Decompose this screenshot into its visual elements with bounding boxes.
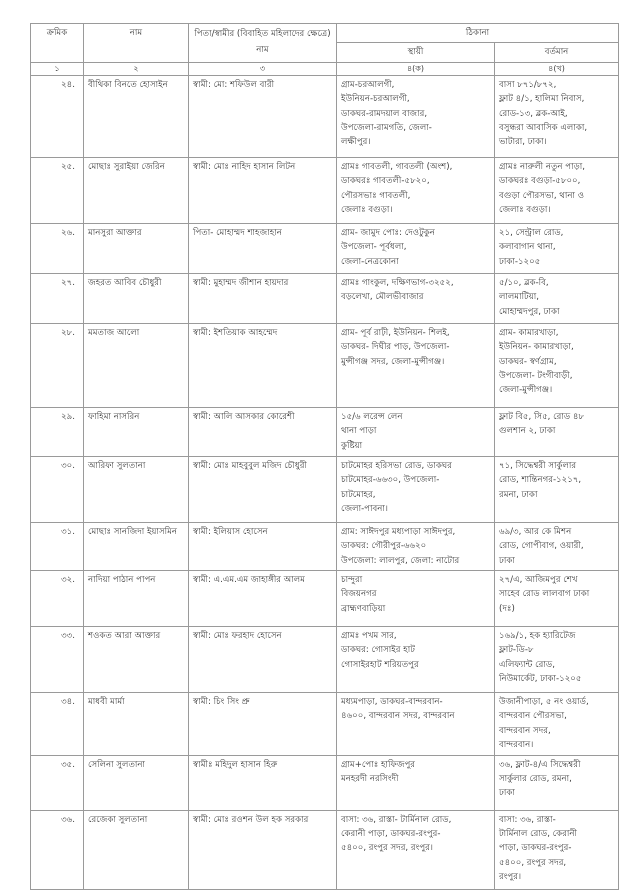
address-line: ১৫/৬ লরেন্স লেন — [341, 411, 403, 422]
name-cell: রেজেকা সুলতানা — [84, 810, 189, 889]
address-line: চাটমোহর, — [341, 489, 376, 500]
address-line: গ্রামঃ গাবতলী, গাবতলী (অংশ), — [341, 161, 453, 172]
address-line: ঢাকা-১২০৫ — [499, 256, 541, 267]
address-line: লক্ষীপুর। — [341, 137, 371, 148]
table-row — [31, 223, 619, 273]
table-row — [31, 75, 619, 157]
permanent-address-cell — [337, 273, 495, 323]
address-line: বান্দরবান সদর, — [499, 725, 551, 736]
table-row — [31, 157, 619, 223]
address-line: গ্রামঃ নারুলী নতুন পাড়া, — [499, 161, 585, 172]
present-address-cell — [495, 571, 619, 627]
permanent-address-cell — [337, 571, 495, 627]
serial-cell: ৩৬. — [31, 810, 84, 889]
address-line: বান্দরবান পৌরসভা, — [499, 711, 567, 722]
address-line: গ্রাম: সাঈদপুর মধ্যপাড়া সাঈদপুর, — [341, 526, 456, 537]
address-line: সার্কুলার রোড, রমনা, — [499, 774, 572, 785]
present-address-cell — [495, 223, 619, 273]
table-row — [31, 571, 619, 627]
guardian-cell: স্বামী: আলি আসকার কোরেশী — [189, 407, 337, 456]
address-line: ডাকঘর: গোসাইর হাট — [341, 645, 415, 656]
serial-cell: ৩৪. — [31, 693, 84, 756]
guardian-cell: স্বামী: চিং সিং প্রু — [189, 693, 337, 756]
present-address-cell — [495, 407, 619, 456]
guardian-cell: স্বামী: মোঃ মাহবুবুল মজিদ চৌধুরী — [189, 456, 337, 522]
address-line: এলিফ্যান্ট রোড, — [499, 659, 555, 670]
address-line: ১৬৯/১, হক হ্যারিটেজ — [499, 631, 576, 642]
guardian-cell: স্বামী: মুহাম্মদ জীশান হায়দার — [189, 273, 337, 323]
name-cell: আরিফা সুলতানা — [84, 456, 189, 522]
address-line: ডাকঘর- দিঘীর পাড়, উপজেলা- — [341, 342, 450, 353]
serial-cell: ২৮. — [31, 323, 84, 407]
address-line: উপজেলা: লালপুর, জেলা: নাটোর — [341, 555, 460, 566]
address-line: চাটমোহর হরিসভা রোড, ডাকঘর — [341, 460, 452, 471]
present-address-cell — [495, 75, 619, 157]
address-line: ঢাকা — [499, 788, 515, 799]
address-line: ডাকঘর- স্বর্ণগ্রাম, — [499, 356, 557, 367]
present-address-cell — [495, 693, 619, 756]
name-cell: মোছাঃ সুরাইয়া জেরিন — [84, 157, 189, 223]
serial-cell: ২৯. — [31, 407, 84, 456]
serial-cell: ২৬. — [31, 223, 84, 273]
header-serial: ক্রমিক — [31, 24, 84, 63]
column-number: ১ — [31, 62, 84, 75]
address-line: ইউনিয়ন-চরআলগী, — [341, 94, 410, 105]
address-line: ইউনিয়ন- কামারখাড়া, — [499, 342, 574, 353]
address-line: উপজেলা-রামগতি, জেলা- — [341, 123, 432, 134]
header-name: নাম — [84, 24, 189, 63]
address-line: গ্রামঃ গাংকুল, দক্ষিণভাগ-৩২৫২, — [341, 277, 454, 288]
address-line: পাড়া, ডাকঘর-রংপুর- — [499, 843, 572, 854]
header-permanent: স্থায়ী — [337, 43, 495, 62]
address-line: জেলা-পাবনা। — [341, 504, 388, 515]
address-line: ফ্লাট-ডি-৮ — [499, 645, 534, 656]
address-line: ৩৬, ফ্লাট-৪/এ সিদ্ধেশ্বরী — [499, 759, 581, 770]
permanent-address-cell — [337, 157, 495, 223]
address-line: ৭১, সিদ্ধেশ্বরী সার্কুলার — [499, 460, 577, 471]
address-line: (দঃ) — [499, 603, 515, 614]
serial-cell: ৩০. — [31, 456, 84, 522]
address-line: ডাকঘর-রামদয়াল বাজার, — [341, 108, 428, 119]
address-line: বিজয়নগর — [341, 589, 377, 600]
name-cell: নাদিয়া পাঠান পাপন — [84, 571, 189, 627]
guardian-cell: স্বামী: মোঃ নাহিদ হাসান লিটন — [189, 157, 337, 223]
table-row — [31, 522, 619, 570]
address-line: বগুড়া পৌরসভা, থানা ও — [499, 190, 585, 201]
present-address-cell — [495, 522, 619, 570]
address-line: উজানীপাড়া, ৫ নং ওয়ার্ড, — [499, 697, 589, 708]
permanent-address-cell — [337, 223, 495, 273]
column-number-row — [31, 62, 619, 75]
permanent-address-cell — [337, 75, 495, 157]
header-row-1 — [31, 24, 619, 43]
table-body — [31, 75, 619, 889]
guardian-cell: পিতা- মোহাম্মদ শাহজাহান — [189, 223, 337, 273]
guardian-cell: স্বামী: মোঃ ফরহাদ হোসেন — [189, 627, 337, 693]
address-line: সাহেব রোড লালবাগ ঢাকা — [499, 589, 590, 600]
guardian-cell: স্বামী: এ.এম.এম জাহাঙ্গীর আলম — [189, 571, 337, 627]
present-address-cell — [495, 273, 619, 323]
address-line: বসুন্ধরা আবাসিক এলাকা, — [499, 123, 588, 134]
address-line: রংপুর। — [499, 872, 522, 883]
present-address-cell — [495, 810, 619, 889]
permanent-address-cell — [337, 407, 495, 456]
column-number: ২ — [84, 62, 189, 75]
address-line: ২১, সেন্ট্রাল রোড, — [499, 227, 564, 238]
guardian-cell: স্বামী: মো: শফিউল বারী — [189, 75, 337, 157]
address-line: বাসা: ৩৬, রাস্তা- — [499, 814, 556, 825]
address-line: উপজেলা- টংগীবাড়ী, — [499, 371, 573, 382]
address-line: রোড, গোপীবাগ, ওয়ারী, — [499, 541, 584, 552]
beneficiary-table — [30, 23, 619, 890]
address-line: ডাকঘরঃ বগুড়া-৫৮০০, — [499, 176, 581, 187]
address-line: চান্দুরা — [341, 575, 363, 586]
name-cell: শওকত আরা আক্তার — [84, 627, 189, 693]
address-line: ৫৪০০, রংপুর সদর, রংপুর। — [341, 843, 433, 854]
address-line: মধ্যমপাড়া, ডাকঘর-বান্দরবান- — [341, 697, 443, 708]
address-line: গ্রাম- পূর্ব রাঢ়ী, ইউনিয়ন- শিলই, — [341, 327, 450, 338]
column-number: ৩ — [189, 62, 337, 75]
address-line: ফ্লাট বি৫, সি৫, রোড ৪৮ — [499, 411, 585, 422]
serial-cell: ২৫. — [31, 157, 84, 223]
name-cell: মাধবী মার্মা — [84, 693, 189, 756]
address-line: ভাটারা, ঢাকা। — [499, 137, 547, 148]
address-line: টার্মিনাল রোড, কেরানী — [499, 829, 577, 840]
address-line: গ্রাম-চরআলগী, — [341, 79, 395, 90]
table-row — [31, 810, 619, 889]
address-line: গ্রাম- কামারখাড়া, — [499, 327, 559, 338]
permanent-address-cell — [337, 522, 495, 570]
permanent-address-cell — [337, 755, 495, 810]
address-line: মুন্সীগঞ্জ সদর, জেলা-মুন্সীগঞ্জ। — [341, 356, 445, 367]
serial-cell: ২৭. — [31, 273, 84, 323]
address-line: ঢাকা — [499, 555, 515, 566]
name-cell: মানসুরা আক্তার — [84, 223, 189, 273]
address-line: গুলশান ২, ঢাকা — [499, 426, 556, 437]
address-line: ডাকঘর: গৌরীপুর-৬৬২০ — [341, 541, 427, 552]
serial-cell: ৩৫. — [31, 755, 84, 810]
address-line: রোড, শান্তিনগর-১২১৭, — [499, 475, 582, 486]
address-line: ২৭/এ, আজিমপুর শেখ — [499, 575, 578, 586]
permanent-address-cell — [337, 627, 495, 693]
address-line: জেলা-নেত্রকোনা — [341, 256, 399, 267]
address-line: রমনা, ঢাকা — [499, 489, 538, 500]
guardian-cell: স্বামী: ইলিয়াস হোসেন — [189, 522, 337, 570]
serial-cell: ৩২. — [31, 571, 84, 627]
table-row — [31, 323, 619, 407]
guardian-cell: স্বামী: ইশতিয়াক আহম্মেদ — [189, 323, 337, 407]
name-cell: মোছাঃ সানজিদা ইয়াসমিন — [84, 522, 189, 570]
address-line: লালমাটিয়া, — [499, 292, 539, 303]
header-address: ঠিকানা — [337, 24, 619, 43]
present-address-cell — [495, 157, 619, 223]
address-line: জেলাঃ বগুড়া। — [341, 205, 393, 216]
name-cell: ফাহিমা নাসরিন — [84, 407, 189, 456]
present-address-cell — [495, 755, 619, 810]
name-cell: বীথিকা বিনতে হোসাইন — [84, 75, 189, 157]
address-line: গ্রামঃ পখম সার, — [341, 631, 397, 642]
serial-cell: ৩৩. — [31, 627, 84, 693]
address-line: মনহরদী নরসিংদী — [341, 774, 399, 785]
address-line: ডাকঘরঃ গাবতলী-৫৮২০, — [341, 176, 430, 187]
address-line: ব্রাহ্মণবাড়িয়া — [341, 603, 386, 614]
header-present: বর্তমান — [495, 43, 619, 62]
address-line: গ্রাম+পোঃ হাফিজপুর — [341, 759, 416, 770]
permanent-address-cell — [337, 323, 495, 407]
permanent-address-cell — [337, 810, 495, 889]
header-guardian: পিতা/স্বামীর (বিবাহিত মহিলাদের ক্ষেত্রে) নাম — [189, 24, 337, 63]
serial-cell: ২৪. — [31, 75, 84, 157]
table-row — [31, 693, 619, 756]
name-cell: জহরত আবিব চৌধুরী — [84, 273, 189, 323]
table-row — [31, 456, 619, 522]
address-line: বড়লেখা, মৌলভীবাজার — [341, 292, 424, 303]
address-line: চাটমোহর-৬৬৩০, উপজেলা- — [341, 475, 440, 486]
address-line: মোহাম্মদপুর, ঢাকা — [499, 306, 560, 317]
present-address-cell — [495, 323, 619, 407]
address-line: পৌরসভাঃ গাবতলী, — [341, 190, 411, 201]
guardian-cell: স্বামীঃ মহিদুল হাসান হিরু — [189, 755, 337, 810]
address-line: নিউমার্কেট, ঢাকা-১২০৫ — [499, 674, 582, 685]
address-line: ৫/১০, ব্লক-বি, — [499, 277, 549, 288]
address-line: বান্দরবান। — [499, 740, 534, 751]
serial-cell: ৩১. — [31, 522, 84, 570]
table-row — [31, 755, 619, 810]
address-line: রোড-১৩, ব্লক-আই, — [499, 108, 568, 119]
address-line: ৬৯/৩, আর কে মিশন — [499, 526, 572, 537]
guardian-cell: স্বামী: মোঃ রওশন উল হক সরকার — [189, 810, 337, 889]
address-line: কেরানী পাড়া, ডাকঘর-রংপুর- — [341, 829, 441, 840]
address-line: বাসা ৮৭১/৮৭২, — [499, 79, 557, 90]
permanent-address-cell — [337, 456, 495, 522]
address-line: জেলাঃ বগুড়া। — [499, 205, 551, 216]
address-line: উপজেলা- পূর্বধলা, — [341, 242, 407, 253]
address-line: ৫৪০০, রংপুর সদর, — [499, 857, 567, 868]
address-line: বাসা: ৩৬, রাস্তা- টার্মিনাল রোড, — [341, 814, 452, 825]
address-line: থানা পাড়া — [341, 426, 377, 437]
table-row — [31, 407, 619, 456]
address-line: কুষ্টিয়া — [341, 440, 363, 451]
column-number: ৪(খ) — [495, 62, 619, 75]
address-line: ৪৬০০, বান্দরবান সদর, বান্দরবান — [341, 711, 455, 722]
name-cell: মমতাজ আলো — [84, 323, 189, 407]
address-line: কলাবাগান থানা, — [499, 242, 556, 253]
address-line: গোসাইরহাট শরিয়তপুর — [341, 659, 419, 670]
address-line: জেলা-মুন্সীগঞ্জ। — [499, 385, 553, 396]
present-address-cell — [495, 627, 619, 693]
column-number: ৪(ক) — [337, 62, 495, 75]
address-line: ফ্লাট ৪/১, হালিমা নিবাস, — [499, 94, 585, 105]
table-row — [31, 273, 619, 323]
permanent-address-cell — [337, 693, 495, 756]
present-address-cell — [495, 456, 619, 522]
name-cell: সেলিনা সুলতানা — [84, 755, 189, 810]
table-row — [31, 627, 619, 693]
address-line: গ্রাম- জামুদ পোঃ: দেওটুকুন — [341, 227, 435, 238]
